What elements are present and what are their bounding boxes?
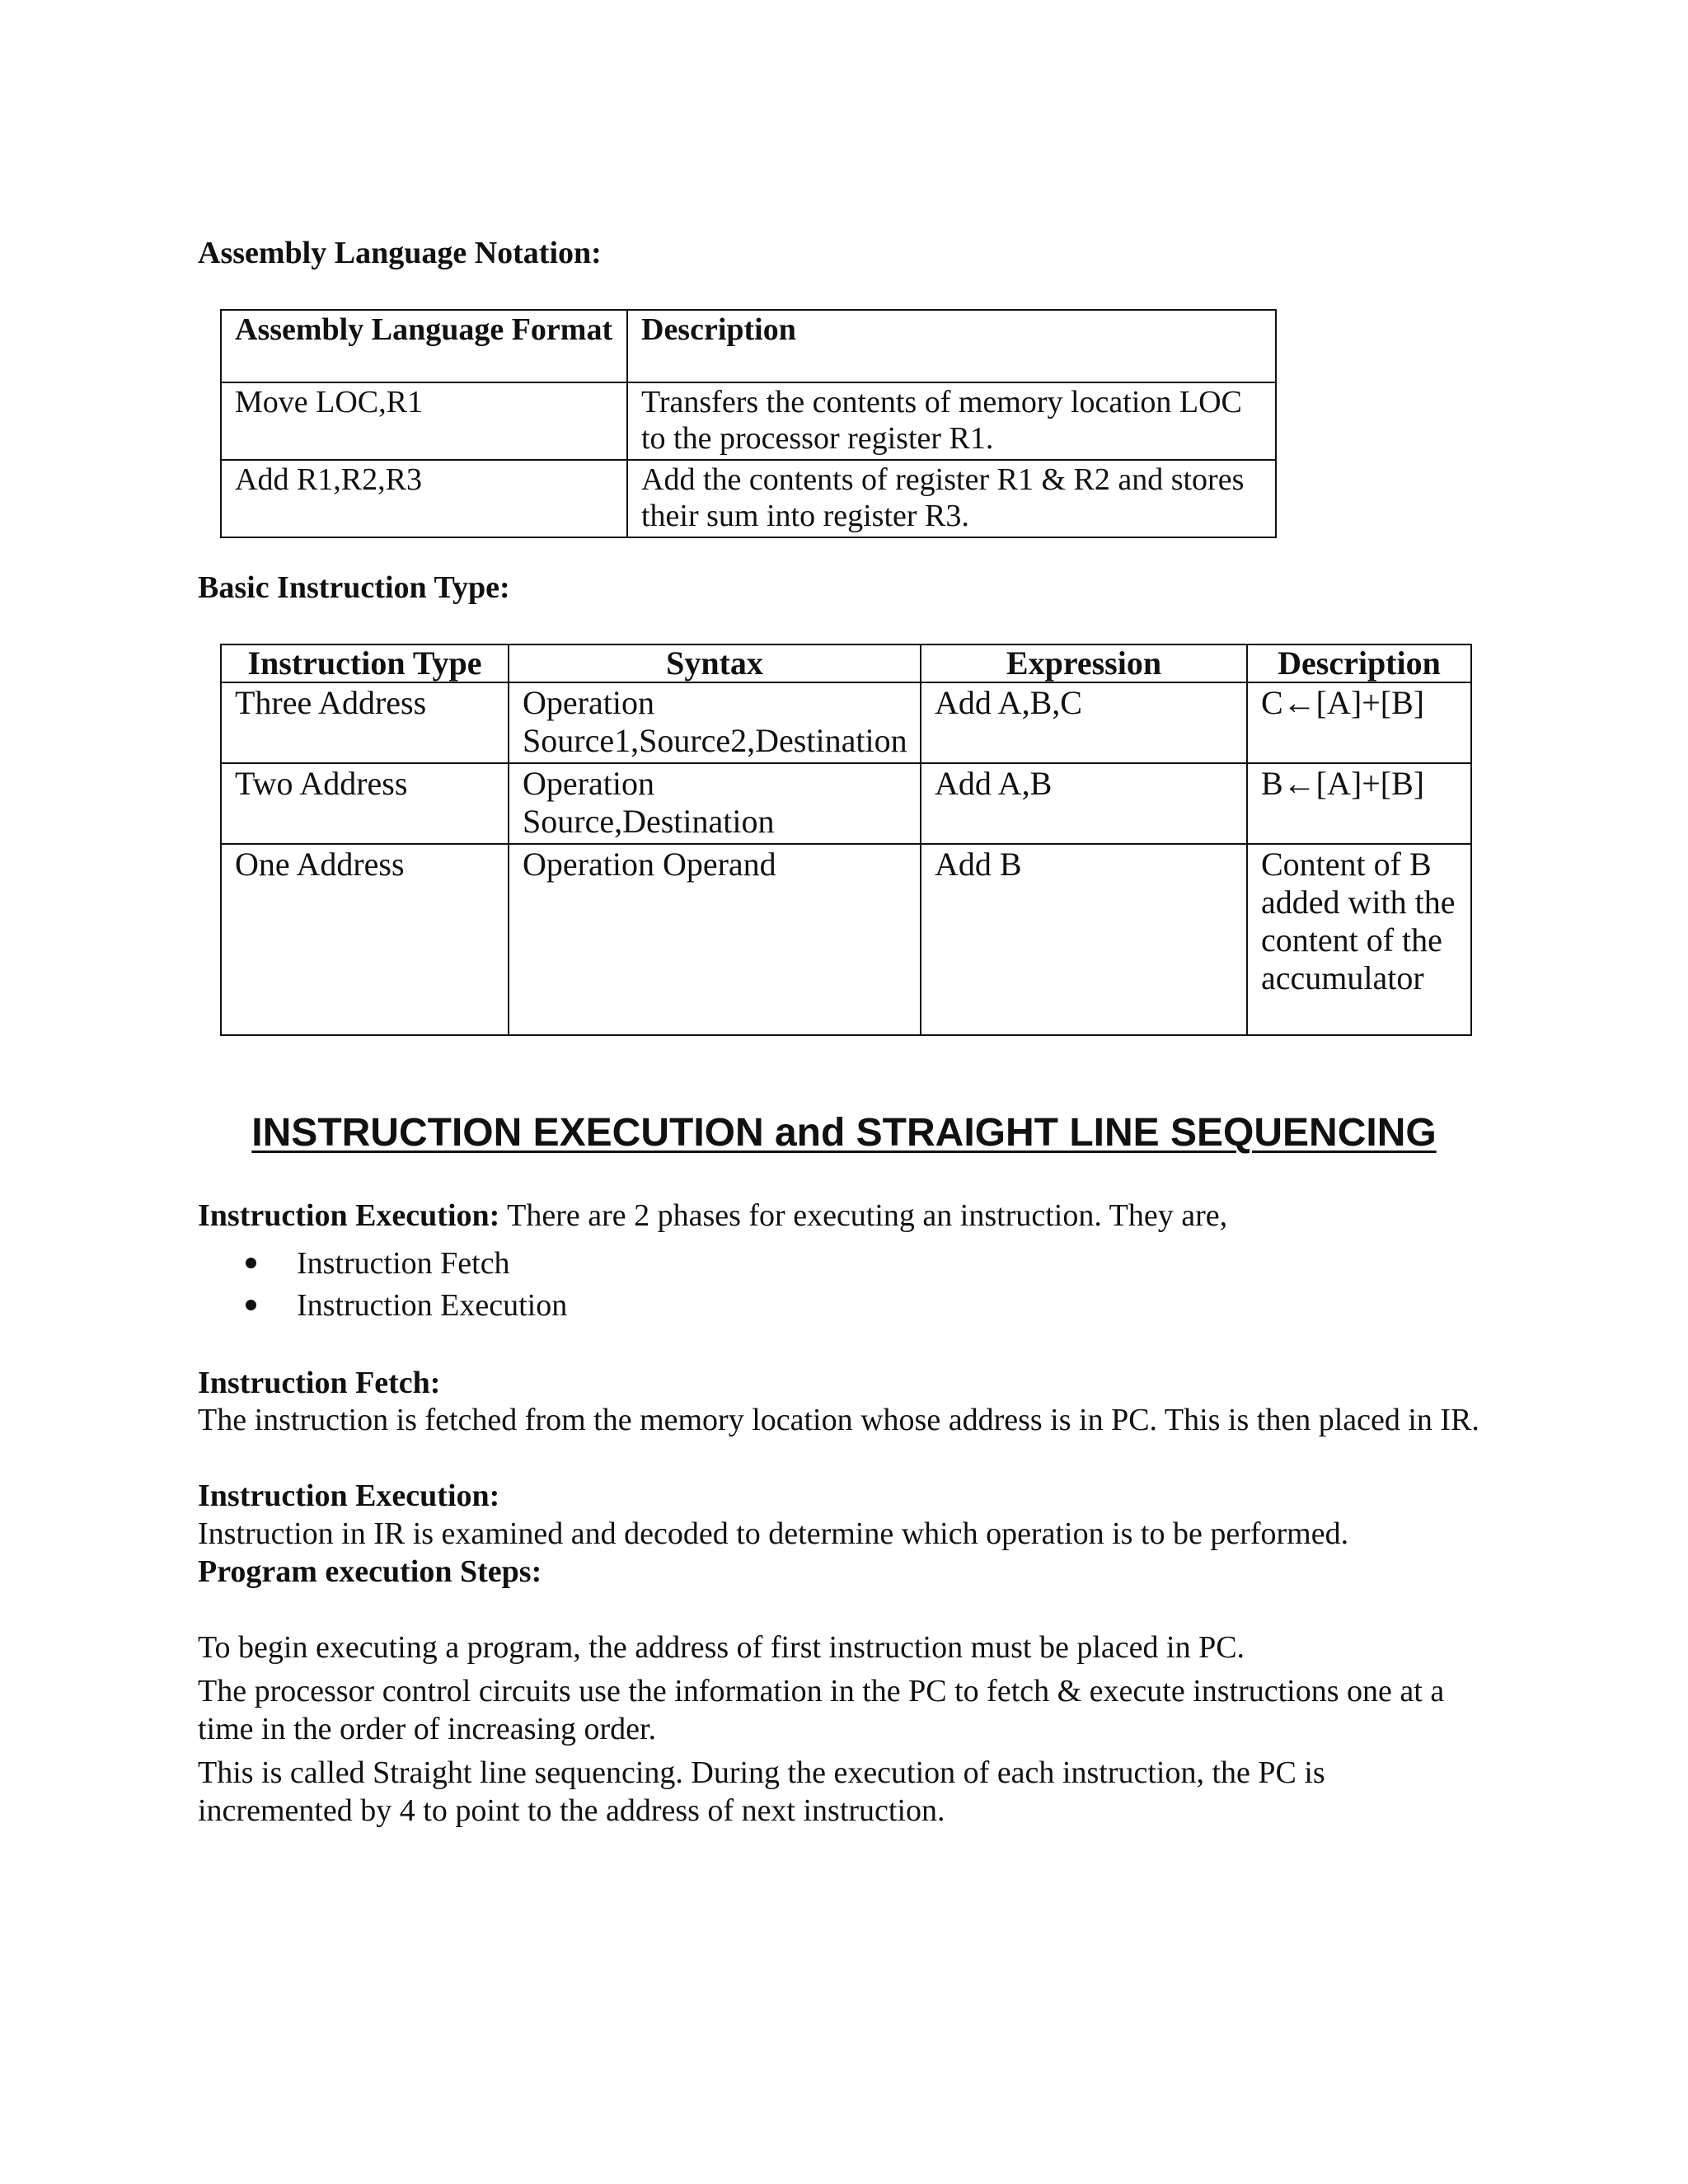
section-title: INSTRUCTION EXECUTION and STRAIGHT LINE SEQUENCING: [251, 1111, 1437, 1155]
instruction-execution-intro: [198, 1197, 1484, 1235]
phase-list: [198, 1243, 567, 1327]
table-row: [221, 382, 1276, 460]
header-cell: Assembly Language Format: [221, 310, 627, 382]
program-steps-heading: Program execution Steps:: [198, 1554, 542, 1589]
list-item-label: Instruction Execution: [297, 1288, 568, 1323]
table-cell: Add A,B: [921, 763, 1247, 844]
table-row: [221, 460, 1276, 537]
instruction-execution-text: There are 2 phases for executing an instruction. They are,: [499, 1198, 1228, 1233]
table-cell: One Address: [221, 844, 509, 1035]
execution-heading: Instruction Execution:: [198, 1479, 500, 1513]
header-cell: Description: [1247, 644, 1471, 682]
table-cell: Add the contents of register R1 & R2 and stores their sum into register R3.: [627, 460, 1276, 537]
assembly-notation-table: [220, 309, 1277, 538]
program-steps-paragraph: This is called Straight line sequencing. During the execution of each instruction, the PC is incremented by 4 to point to the address of next instruction.: [198, 1755, 1325, 1828]
assembly-notation-heading: Assembly Language Notation:: [198, 236, 602, 270]
header-cell: Syntax: [509, 644, 921, 682]
list-item: [198, 1285, 567, 1327]
list-item-label: Instruction Fetch: [297, 1246, 510, 1281]
table-cell: Content of B added with the content of the accumulator: [1247, 844, 1471, 1035]
table-cell: Two Address: [221, 763, 509, 844]
bullet-icon: [246, 1258, 256, 1268]
table-header-row: [221, 644, 1471, 682]
table-cell: Add R1,R2,R3: [221, 460, 627, 537]
table-row: [221, 682, 1471, 763]
table-row: [221, 844, 1471, 1035]
table-cell: B←[A]+[B]: [1247, 763, 1471, 844]
fetch-text: The instruction is fetched from the memory location whose address is in PC. This is then placed in IR.: [198, 1403, 1479, 1437]
list-item: [198, 1243, 567, 1285]
bullet-icon: [246, 1300, 256, 1310]
fetch-heading: Instruction Fetch:: [198, 1366, 441, 1400]
table-cell: Add B: [921, 844, 1247, 1035]
instruction-execution-label: Instruction Execution:: [198, 1198, 500, 1233]
table-cell: Three Address: [221, 682, 509, 763]
header-cell: Expression: [921, 644, 1247, 682]
table-cell: Operation Source1,Source2,Destination: [509, 682, 921, 763]
table-cell: Add A,B,C: [921, 682, 1247, 763]
table-cell: Operation Operand: [509, 844, 921, 1035]
table-cell: Operation Source,Destination: [509, 763, 921, 844]
program-steps-paragraph: The processor control circuits use the information in the PC to fetch & execute instructions one at a time in the order of increasing order.: [198, 1674, 1445, 1746]
table-header-row: [221, 310, 1276, 382]
table-cell: C←[A]+[B]: [1247, 682, 1471, 763]
table-cell: Move LOC,R1: [221, 382, 627, 460]
header-cell: Instruction Type: [221, 644, 509, 682]
basic-instruction-heading: Basic Instruction Type:: [198, 570, 510, 605]
table-row: [221, 763, 1471, 844]
program-steps-paragraph: To begin executing a program, the address of first instruction must be placed in PC.: [198, 1630, 1245, 1665]
table-cell: Transfers the contents of memory location LOC to the processor register R1.: [627, 382, 1276, 460]
execution-text: Instruction in IR is examined and decoded to determine which operation is to be performed.: [198, 1516, 1349, 1551]
header-cell: Description: [627, 310, 1276, 382]
basic-instruction-table: [220, 644, 1472, 1036]
